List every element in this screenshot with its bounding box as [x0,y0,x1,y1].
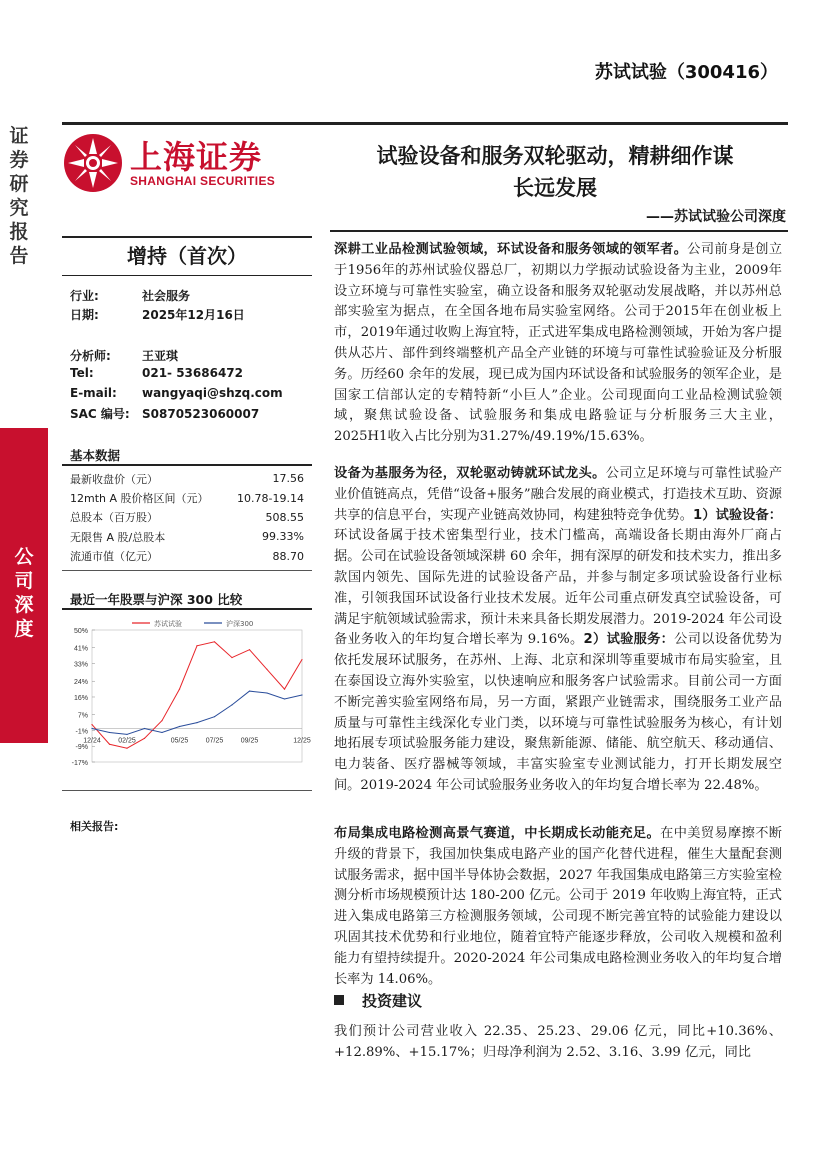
paragraph-text: 公司前身是创立于1956年的苏州试验仪器总厂，初期以力学振动试验设备为主业，2009年设立环境与可靠性实验室，确立设备和服务双轮驱动发展战略，并以苏州总部实验室为据点，在全国各地布局实验室网络。公司于2015年在创业板上市，2019年通过收购上海宜特，正式进军集成电路检测领域，开始为客户提供从芯片、部件到终端整机产品全产业链的环境与可靠性试验验证及分析服务。历经60 余年的发展，现已成为国内环试设备和试验服务的领军企业，是国家工信部认定的专精特新“小巨人”企业。公司现面向工业品检测试验领域，聚焦试验设备、试验服务和集成电路验证与分析服务三大主业，2025H1收入占比分别为31.27%/49.19%/15.63%。 [334,242,783,445]
basic-data-heading: 基本数据 [70,448,121,463]
paragraph-lead: 布局集成电路检测高景气赛道，中长期成长动能充足。 [334,826,661,841]
y-tick-label: -1% [75,728,88,736]
report-title-line2: 长远发展 [513,176,597,200]
report-subtitle: ——苏试试验公司深度 [646,209,786,225]
investment-heading [334,990,422,1011]
x-tick-label: 12/25 [293,737,311,745]
paragraph-lead: 设备为基服务为径，双轮驱动铸就环试龙头。 [334,466,606,481]
data-point [179,689,180,690]
y-tick-label: 33% [73,661,88,669]
table-row [70,469,304,488]
y-tick-label: 41% [73,645,88,653]
series-line [92,691,302,734]
y-tick-label: 16% [73,694,88,702]
y-tick-label: -17% [71,760,88,767]
paragraph-lead: 深耕工业品检测试验领域，环试设备和服务领域的领军者。 [334,242,688,257]
data-point [161,720,162,721]
stat-key: 12mth A 股价格区间（元） [70,492,209,506]
legend-label: 苏试试验 [154,620,182,628]
stock-vs-index-chart [62,612,312,780]
x-tick-label: 09/25 [240,737,259,745]
x-tick-label: 07/25 [205,737,224,745]
data-point [231,704,232,705]
shanghai-securities-logo [62,130,312,200]
rating: 增持（首次） [127,244,247,268]
stat-value: 88.70 [272,549,304,563]
stat-value: 17.56 [272,472,304,486]
tel-row [70,366,243,380]
stock-title: 苏试试验（300416） [594,62,778,83]
y-tick-label: 7% [77,712,88,720]
y-tick-label: 50% [73,628,88,635]
data-point [144,738,145,739]
stat-key: 流通市值（亿元） [70,550,158,564]
email-key: E-mail: [70,386,117,400]
data-point [161,732,162,733]
x-tick-label: 12/24 [83,737,101,745]
chart-bottom-rule [62,790,312,791]
industry-row [70,287,190,304]
paragraph-text: 公司立足环境与可靠性试验产业价值链高点，凭借“设备+服务”融合发展的商业模式，打造技术互助、资源共享的信息平台，实现产业链高效协同，构建独特竞争优势。 [334,466,783,523]
data-point [91,728,92,729]
investment-heading-text: 投资建议 [362,992,423,1010]
table-row [70,488,304,507]
stat-value: 10.78-19.14 [237,491,304,505]
stat-key: 无限售 A 股/总股本 [70,530,166,544]
data-point [196,645,197,646]
paragraph-text: 在中美贸易摩擦不断升级的背景下，我国加快集成电路产业的国产化替代进程，催生大量配套测试服务需求，据中国半导体协会数据，2027 年我国集成电路第三方实验室检测分析市场规模预计达 180-200 亿元。公司于 2019 年收购上海宜特，正式进入集成电路第三方检测服务领域，公司现不断完善宜特的试验能力建设以巩固其技术优势和行业地位，随着宜特产能逐步释放，公司收入规模和盈利能力有望持续提升。2020-2024 年公司集成电路检测业务收入的年均复合增长率为 14.06%。 [334,826,782,987]
data-point [301,694,302,695]
data-point [214,716,215,717]
square-bullet-icon [334,995,344,1005]
paragraph-text: 公司以设备优势为依托发展环试服务，在苏州、上海、北京和深圳等重要城市布局实验室，且在泰国设立海外实验室，以快速响应和服务客户试验需求。目前公司一方面不断完善实验室网络布局，另一方面，紧跟产业链需求，围绕服务工业产品质量与可靠性主线深化专业门类，以环境与可靠性试验服务为核心，有计划地拓展专项试验服务能力建设，聚焦新能源、储能、航空航天、移动通信、电力装备、医疗器械等领域，丰富实验室专业测试能力，打开长期发展空间。2019-2024 年公司试验服务业务收入的年均复合增长率为 22.48%。 [334,632,782,793]
analyst-value: 王亚琪 [142,349,179,363]
paragraph-text: 我们预计公司营业收入 22.35、25.23、29.06 亿元，同比+10.36%、+12.89%、+15.17%；归母净利润为 2.52、3.16、3.99 亿元，同比 [334,1024,782,1060]
data-point [284,689,285,690]
title-divider [330,230,788,232]
table-row [70,547,304,566]
table-row [70,527,304,546]
data-point [144,728,145,729]
report-title-line1: 试验设备和服务双轮驱动，精耕细作谋 [376,144,734,168]
related-reports-label: 相关报告: [70,820,119,833]
paragraph-text: 环试设备属于技术密集型行业，技术门槛高，高端设备长期由海外厂商占据。公司在试验设备领域深耕 60 余年，拥有深厚的研发和技术实力，推出多款国内领先、国际先进的试验设备产品，并参与制定多项试验设备行业标准，引领我国环试设备行业技术发展。近年公司重点研发真空试验设备，可满足宇航领域试验需求，预计未来具备长期发展潜力。2019-2024 年公司设备业务收入的年均复合增长率为 9.16%。 [334,528,782,648]
basic-data-table [70,469,304,566]
tel-value: 021- 53686472 [142,366,244,380]
data-point [249,690,250,691]
date-row [70,306,245,323]
y-tick-label: -9% [75,744,88,752]
paragraph-dual-drive [334,464,782,797]
chart-heading: 最近一年股票与沪深 300 比较 [70,592,243,607]
stat-value: 99.33% [262,530,304,544]
sac-key: SAC 编号: [70,407,130,421]
industry-value: 社会服务 [142,289,191,303]
analyst-key: 分析师: [70,349,111,363]
paragraph-lead-equipment: 1）试验设备： [693,507,782,523]
data-point [266,669,267,670]
data-point [249,649,250,650]
paragraph-lead-service: 2）试验服务： [583,632,675,648]
paragraph-ic-testing [334,824,782,990]
paragraph-forecast [334,1022,782,1064]
date-key: 日期: [70,308,99,322]
header-divider [62,122,788,125]
paragraph-overview [334,240,782,448]
data-point [179,726,180,727]
logo-emblem-icon [62,132,124,194]
logo-text-en: SHANGHAI SECURITIES [130,174,276,188]
report-title [330,140,780,204]
email-row [70,386,283,400]
data-point [126,734,127,735]
data-point [109,744,110,745]
basic-data-rule [62,464,312,466]
email-value: wangyaqi@shzq.com [142,386,283,400]
series-line [92,642,302,748]
report-type-label: 证券研究报告 [9,125,29,267]
analyst-row [70,347,178,364]
logo-text-cn: 上海证券 [130,138,263,176]
y-tick-label: 24% [73,679,88,687]
tel-key: Tel: [70,366,94,380]
date-value: 2025年12月16日 [142,308,245,322]
stat-key: 总股本（百万股） [70,511,158,525]
x-tick-label: 02/25 [118,737,136,745]
data-point [126,748,127,749]
basic-data-bottom-rule [62,570,312,571]
chart-rule [62,608,312,610]
data-point [109,732,110,733]
stat-key: 最新收盘价（元） [70,472,158,486]
data-point [301,659,302,660]
category-label: 公司深度 [14,546,34,640]
data-point [214,641,215,642]
data-point [266,692,267,693]
sac-value: S0870523060007 [142,407,260,421]
stat-value: 508.55 [265,510,304,524]
industry-key: 行业: [70,289,99,303]
x-tick-label: 05/25 [170,737,189,745]
sac-row [70,405,259,422]
data-point [91,724,92,725]
table-row [70,508,304,527]
data-point [231,657,232,658]
legend-label: 沪深300 [226,620,254,628]
data-point [284,698,285,699]
data-point [196,722,197,723]
